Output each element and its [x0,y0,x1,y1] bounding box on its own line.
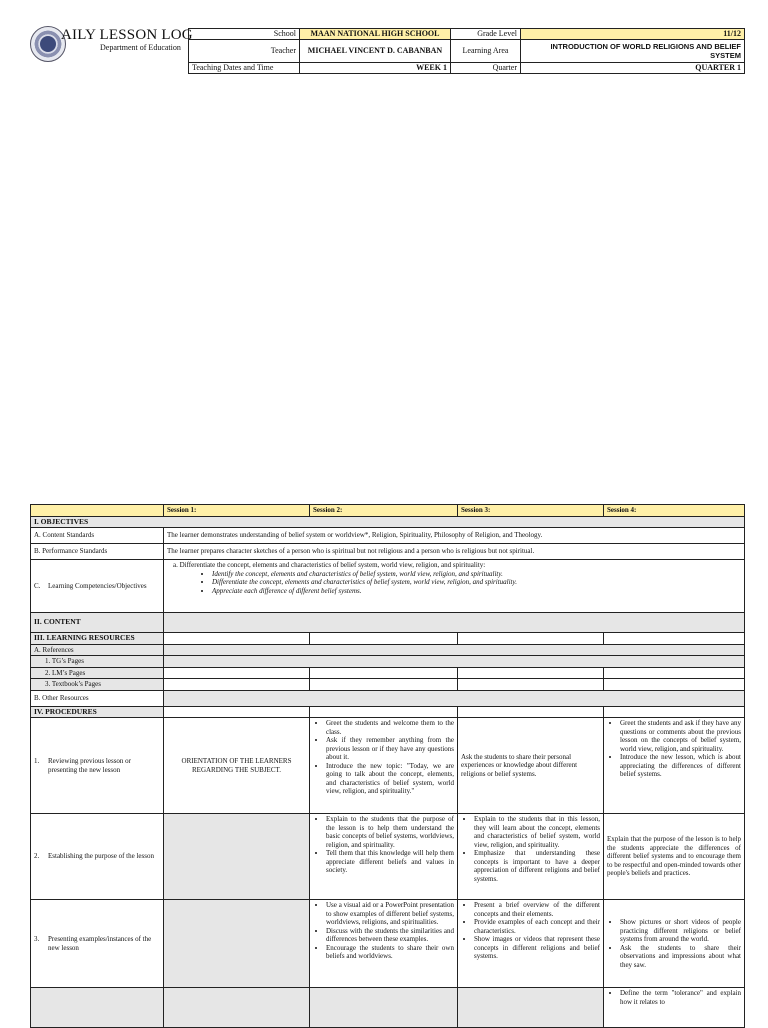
lesson-log-header [30,26,744,74]
lesson-plan-table [30,504,745,1028]
list-item: • Discuss with the students the similarities and differences between these examples. [326,927,454,944]
session-1-header: Session 1: [164,505,310,517]
session-1-cell: ORIENTATION OF THE LEARNERS REGARDING THE SUBJECT. [164,718,310,814]
procedure-number: 1. [34,757,40,765]
dates-label: Teaching Dates and Time [189,63,300,74]
session-3-cell: Ask the students to share their personal experiences or knowledge about different religions or belief systems. [458,718,604,814]
list-item: • Present a brief overview of the different concepts and their elements. [474,901,600,918]
quarter-value: QUARTER 1 [521,63,745,74]
references-cell [164,644,745,656]
list-item: • Tell them that this knowledge will help them appreciate different beliefs and values in society. [326,849,454,875]
competency-head: a. Differentiate the concept, elements and characteristics of belief system, world view, religion, and spirituality: [173,561,486,569]
other-resources-label: B. Other Resources [31,690,164,706]
session-3-cell [458,988,604,1028]
dates-value: WEEK 1 [300,63,451,74]
procedure-label-cell [31,718,164,814]
session-2-cell [310,900,458,988]
tg-pages-label: 1. TG’s Pages [31,656,164,668]
procedure-row [31,988,745,1028]
competencies-letter: C. [34,581,41,590]
list-item: • Greet the students and welcome them to the class. [326,719,454,736]
competencies-label: Learning Competencies/Objectives [48,581,147,590]
objectives-heading: I. OBJECTIVES [31,516,745,528]
content-standards-label: A. Content Standards [31,528,164,544]
procedures-heading: IV. PROCEDURES [31,706,164,718]
session-4-cell [604,718,745,814]
session-2-list [313,719,454,796]
session-4-cell [604,900,745,988]
competency-item: • Differentiate the concept, elements and characteristics of belief system, world view, religion, and spirituality. [212,578,741,587]
textbook-pages-label: 3. Textbook’s Pages [31,679,164,691]
competency-item: • Identify the concept, elements and characteristics of belief system, world view, religion, and spirituality. [212,570,741,579]
list-item: • Emphasize that understanding these concepts is important to have a deeper appreciation of different religions and belief systems. [474,849,600,883]
content-cell [164,613,745,633]
list-item: • Define the term "tolerance" and explain how it relates to [620,989,741,1006]
list-item: • Ask the students to share their observations and impressions about what they saw. [620,944,741,970]
teacher-value: MICHAEL VINCENT D. CABANBAN [300,40,451,63]
grade-value: 11/12 [521,29,745,40]
lm-pages-label: 2. LM’s Pages [31,667,164,679]
session-4-cell [604,988,745,1028]
procedure-number: 2. [34,852,40,861]
procedure-row [31,814,745,900]
performance-standards-label: B. Performance Standards [31,544,164,560]
session-4-list [607,719,741,779]
session-2-list [313,901,454,961]
session-header-row [31,505,745,517]
list-item: • Explain to the students that the purpose of the lesson is to help them understand the basic concepts of belief systems, worldviews, religion, and spirituality. [326,815,454,849]
list-item: • Greet the students and ask if they have any questions or comments about the previous lesson on the concepts of belief system, world view, religion, and spirituality. [620,719,741,753]
session-3-list [461,815,600,883]
session-1-cell [164,814,310,900]
list-item: • Introduce the new topic: "Today, we are going to talk about the concept, elements, and characteristics of belief system, world view, religion, and spirituality." [326,762,454,796]
session-2-cell [310,814,458,900]
teacher-label: Teacher [189,40,300,63]
session-4-list [607,918,741,969]
school-value: MAAN NATIONAL HIGH SCHOOL [300,29,451,40]
competencies-cell [164,560,745,613]
procedure-label-cell [31,988,164,1028]
content-heading: II. CONTENT [31,613,164,633]
session-4-list [607,989,741,1006]
session-2-header: Session 2: [310,505,458,517]
session-3-cell [458,814,604,900]
session-2-cell [310,988,458,1028]
competency-list [167,570,741,596]
list-item: • Explain to the students that in this lesson, they will learn about the concept, elements and characteristics of belief system, world view, religion, and spirituality. [474,815,600,849]
procedure-number: 3. [34,935,40,943]
session-2-list [313,815,454,875]
header-info-table [188,28,745,74]
procedure-row [31,718,745,814]
list-item: • Use a visual aid or a PowerPoint presentation to show examples of different belief systems, worldviews, religions, and spiritualities. [326,901,454,927]
school-label: School [189,29,300,40]
procedure-row [31,900,745,988]
quarter-label: Quarter [451,63,521,74]
list-item: • Show images or videos that represent these concepts in different religions and belief systems. [474,935,600,961]
department-name: Department of Education [100,43,181,52]
resources-heading: III. LEARNING RESOURCES [31,633,164,645]
list-item: • Introduce the new lesson, which is about appreciating the differences of different belief systems. [620,753,741,779]
tg-pages-cell [164,656,745,668]
procedure-label: Presenting examples/instances of the new lesson [48,935,152,952]
list-item: • Ask if they remember anything from the previous lesson or if they have any questions about it. [326,736,454,762]
session-3-list [461,901,600,961]
procedure-label-cell [31,900,164,988]
session-2-cell [310,718,458,814]
session-1-cell [164,988,310,1028]
corner-cell [31,505,164,517]
session-3-cell [458,900,604,988]
session-1-cell [164,900,310,988]
list-item: • Encourage the students to share their own beliefs and worldviews. [326,944,454,961]
session-4-header: Session 4: [604,505,745,517]
list-item: • Show pictures or short videos of people practicing different religions or belief systems from around the world. [620,918,741,944]
session-4-cell: Explain that the purpose of the lesson is to help the students appreciate the differences of different belief systems and to encourage them to be respectful and open-minded towards other people's beliefs and practices. [604,814,745,900]
area-label: Learning Area [451,40,521,63]
area-value: INTRODUCTION OF WORLD RELIGIONS AND BELIEF SYSTEM [521,40,745,63]
content-standards-text: The learner demonstrates understanding of belief system or worldview*, Religion, Spirituality, Philosophy of Religion, and Theology. [164,528,745,544]
procedure-label: Reviewing previous lesson or presenting the new lesson [48,757,132,774]
performance-standards-text: The learner prepares character sketches of a person who is spiritual but not religious and a person who is religious but not spiritual. [164,544,745,560]
session-3-header: Session 3: [458,505,604,517]
list-item: • Provide examples of each concept and their characteristics. [474,918,600,935]
seal-center [40,36,56,52]
procedure-label: Establishing the purpose of the lesson [48,852,154,861]
references-label: A. References [31,644,164,656]
document-title: AILY LESSON LOG [61,27,193,43]
competency-item: • Appreciate each difference of different belief systems. [212,587,741,596]
other-resources-cell [164,690,745,706]
procedure-label-cell [31,814,164,900]
competencies-label-cell [31,560,164,613]
grade-label: Grade Level [451,29,521,40]
